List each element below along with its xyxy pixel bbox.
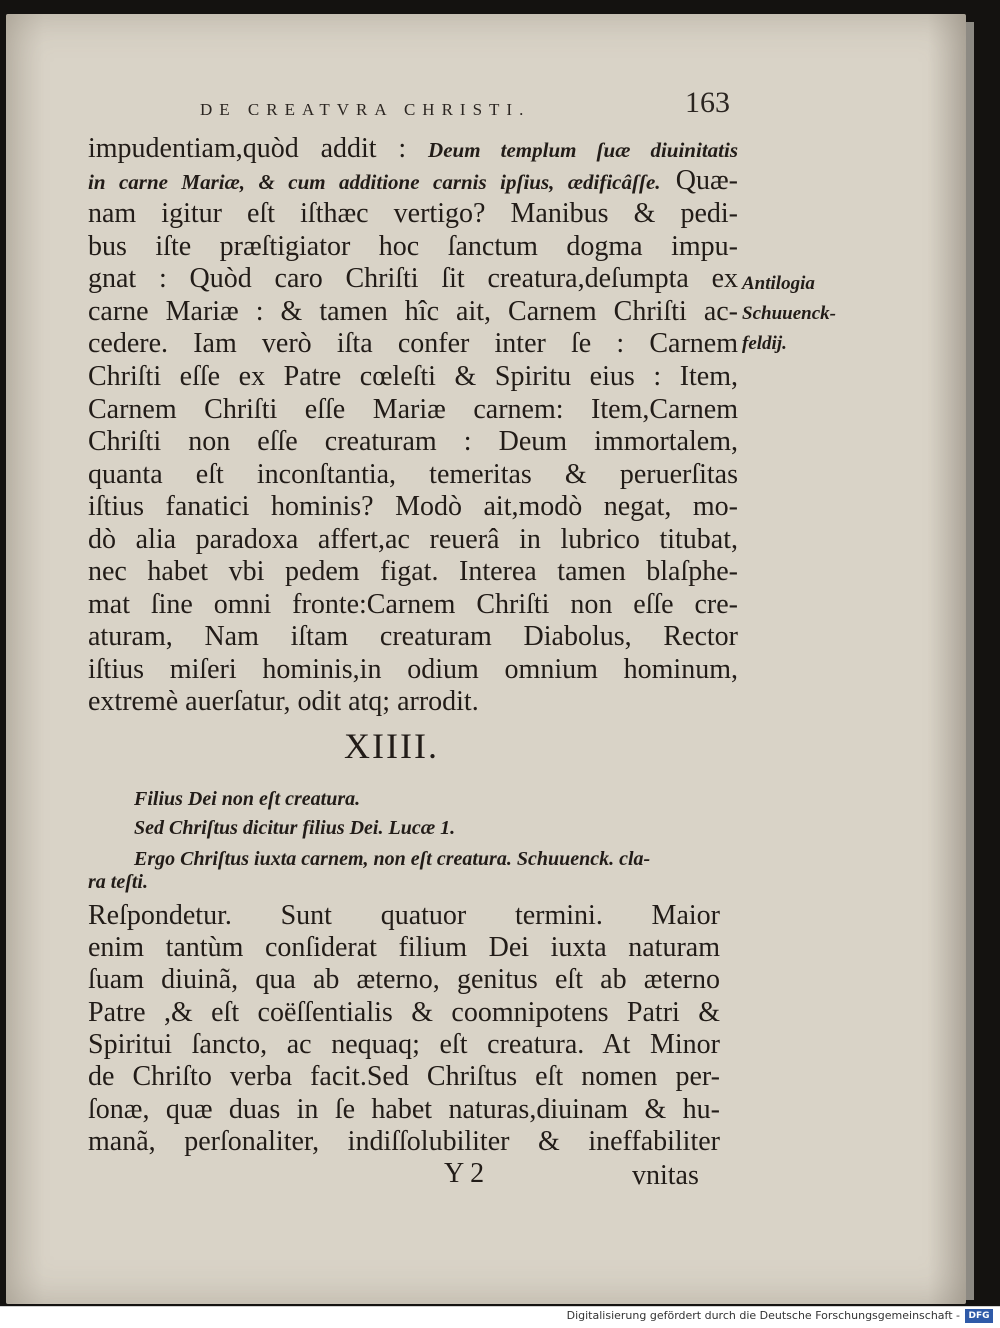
body-line: dò alia paradoxa affert,ac reuerâ in lubrico titubat, — [88, 524, 738, 555]
body-line: in carne Mariæ, & cum additione carnis ipſius, ædificâſſe. Quæ- — [88, 165, 738, 196]
body-line: nec habet vbi pedem figat. Interea tamen blaſphe- — [88, 556, 738, 587]
running-head: DE CREATVRA CHRISTI. — [200, 100, 531, 119]
body-line: impudentiam,quòd addit : Deum templum ſuæ diuinitatis — [88, 133, 738, 164]
response-line: enim tantùm conſiderat filium Dei iuxta naturam — [88, 932, 720, 963]
syllogism-line: Ergo Chriſtus iuxta carnem, non eſt creatura. Schuuenck. cla- — [134, 848, 651, 870]
body-line: Chriſti non eſſe creaturam : Deum immortalem, — [88, 426, 738, 457]
body-line: Chriſti eſſe ex Patre cœleſti & Spiritu eius : Item, — [88, 361, 738, 392]
funding-credit: Digitalisierung gefördert durch die Deutsche Forschungsgemeinschaft - — [566, 1309, 960, 1322]
response-line: Patre ,& eſt coëſſentialis & coomnipotens Patri & — [88, 997, 720, 1028]
response-line: Reſpondetur. Sunt quatuor termini. Maior — [88, 900, 720, 931]
syllogism-line: Filius Dei non eſt creatura. — [134, 788, 361, 810]
dfg-logo-icon: DFG — [965, 1309, 993, 1323]
body-line: gnat : Quòd caro Chriſti ſit creatura,deſumpta ex — [88, 263, 738, 294]
body-line: iſtius fanatici hominis? Modò ait,modò negat, mo- — [88, 491, 738, 522]
page-number: 163 — [685, 86, 730, 119]
response-line: de Chriſto verba facit.Sed Chriſtus eſt nomen per- — [88, 1061, 720, 1092]
page-edge — [966, 22, 974, 1300]
body-line: quanta eſt inconſtantia, temeritas & peruerſitas — [88, 459, 738, 490]
syllogism-line: ra teſti. — [88, 871, 148, 893]
body-line: bus iſte præſtigiator hoc ſanctum dogma impu- — [88, 231, 738, 262]
marginal-note-line: feldij. — [742, 333, 787, 354]
marginal-note-line: Schuuenck- — [742, 303, 836, 324]
body-line: Carnem Chriſti eſſe Mariæ carnem: Item,Carnem — [88, 394, 738, 425]
response-line: manã, perſonaliter, indiſſolubiliter & ineffabiliter — [88, 1126, 720, 1157]
section-numeral: XIIII. — [344, 726, 439, 766]
response-line: ſuam diuinã, qua ab æterno, genitus eſt ab æterno — [88, 964, 720, 995]
catchword: vnitas — [632, 1160, 699, 1191]
response-line: ſonæ, quæ duas in ſe habet naturas,diuinam & hu- — [88, 1094, 720, 1125]
marginal-note-line: Antilogia — [742, 273, 815, 294]
body-line: iſtius miſeri hominis,in odium omnium hominum, — [88, 654, 738, 685]
body-line: aturam, Nam iſtam creaturam Diabolus, Rector — [88, 621, 738, 652]
body-line: mat ſine omni fronte:Carnem Chriſti non eſſe cre- — [88, 589, 738, 620]
response-line: Spiritui ſancto, ac nequaq; eſt creatura. At Minor — [88, 1029, 720, 1060]
syllogism-line: Sed Chriſtus dicitur filius Dei. Lucæ 1. — [134, 817, 456, 839]
body-line: carne Mariæ : & tamen hîc ait, Carnem Chriſti ac- — [88, 296, 738, 327]
signature-mark: Y 2 — [444, 1158, 485, 1189]
body-line: cedere. Iam verò iſta confer inter ſe : Carnem — [88, 328, 738, 359]
body-line: nam igitur eſt iſthæc vertigo? Manibus & pedi- — [88, 198, 738, 229]
body-line: extremè auerſatur, odit atq; arrodit. — [88, 686, 479, 717]
